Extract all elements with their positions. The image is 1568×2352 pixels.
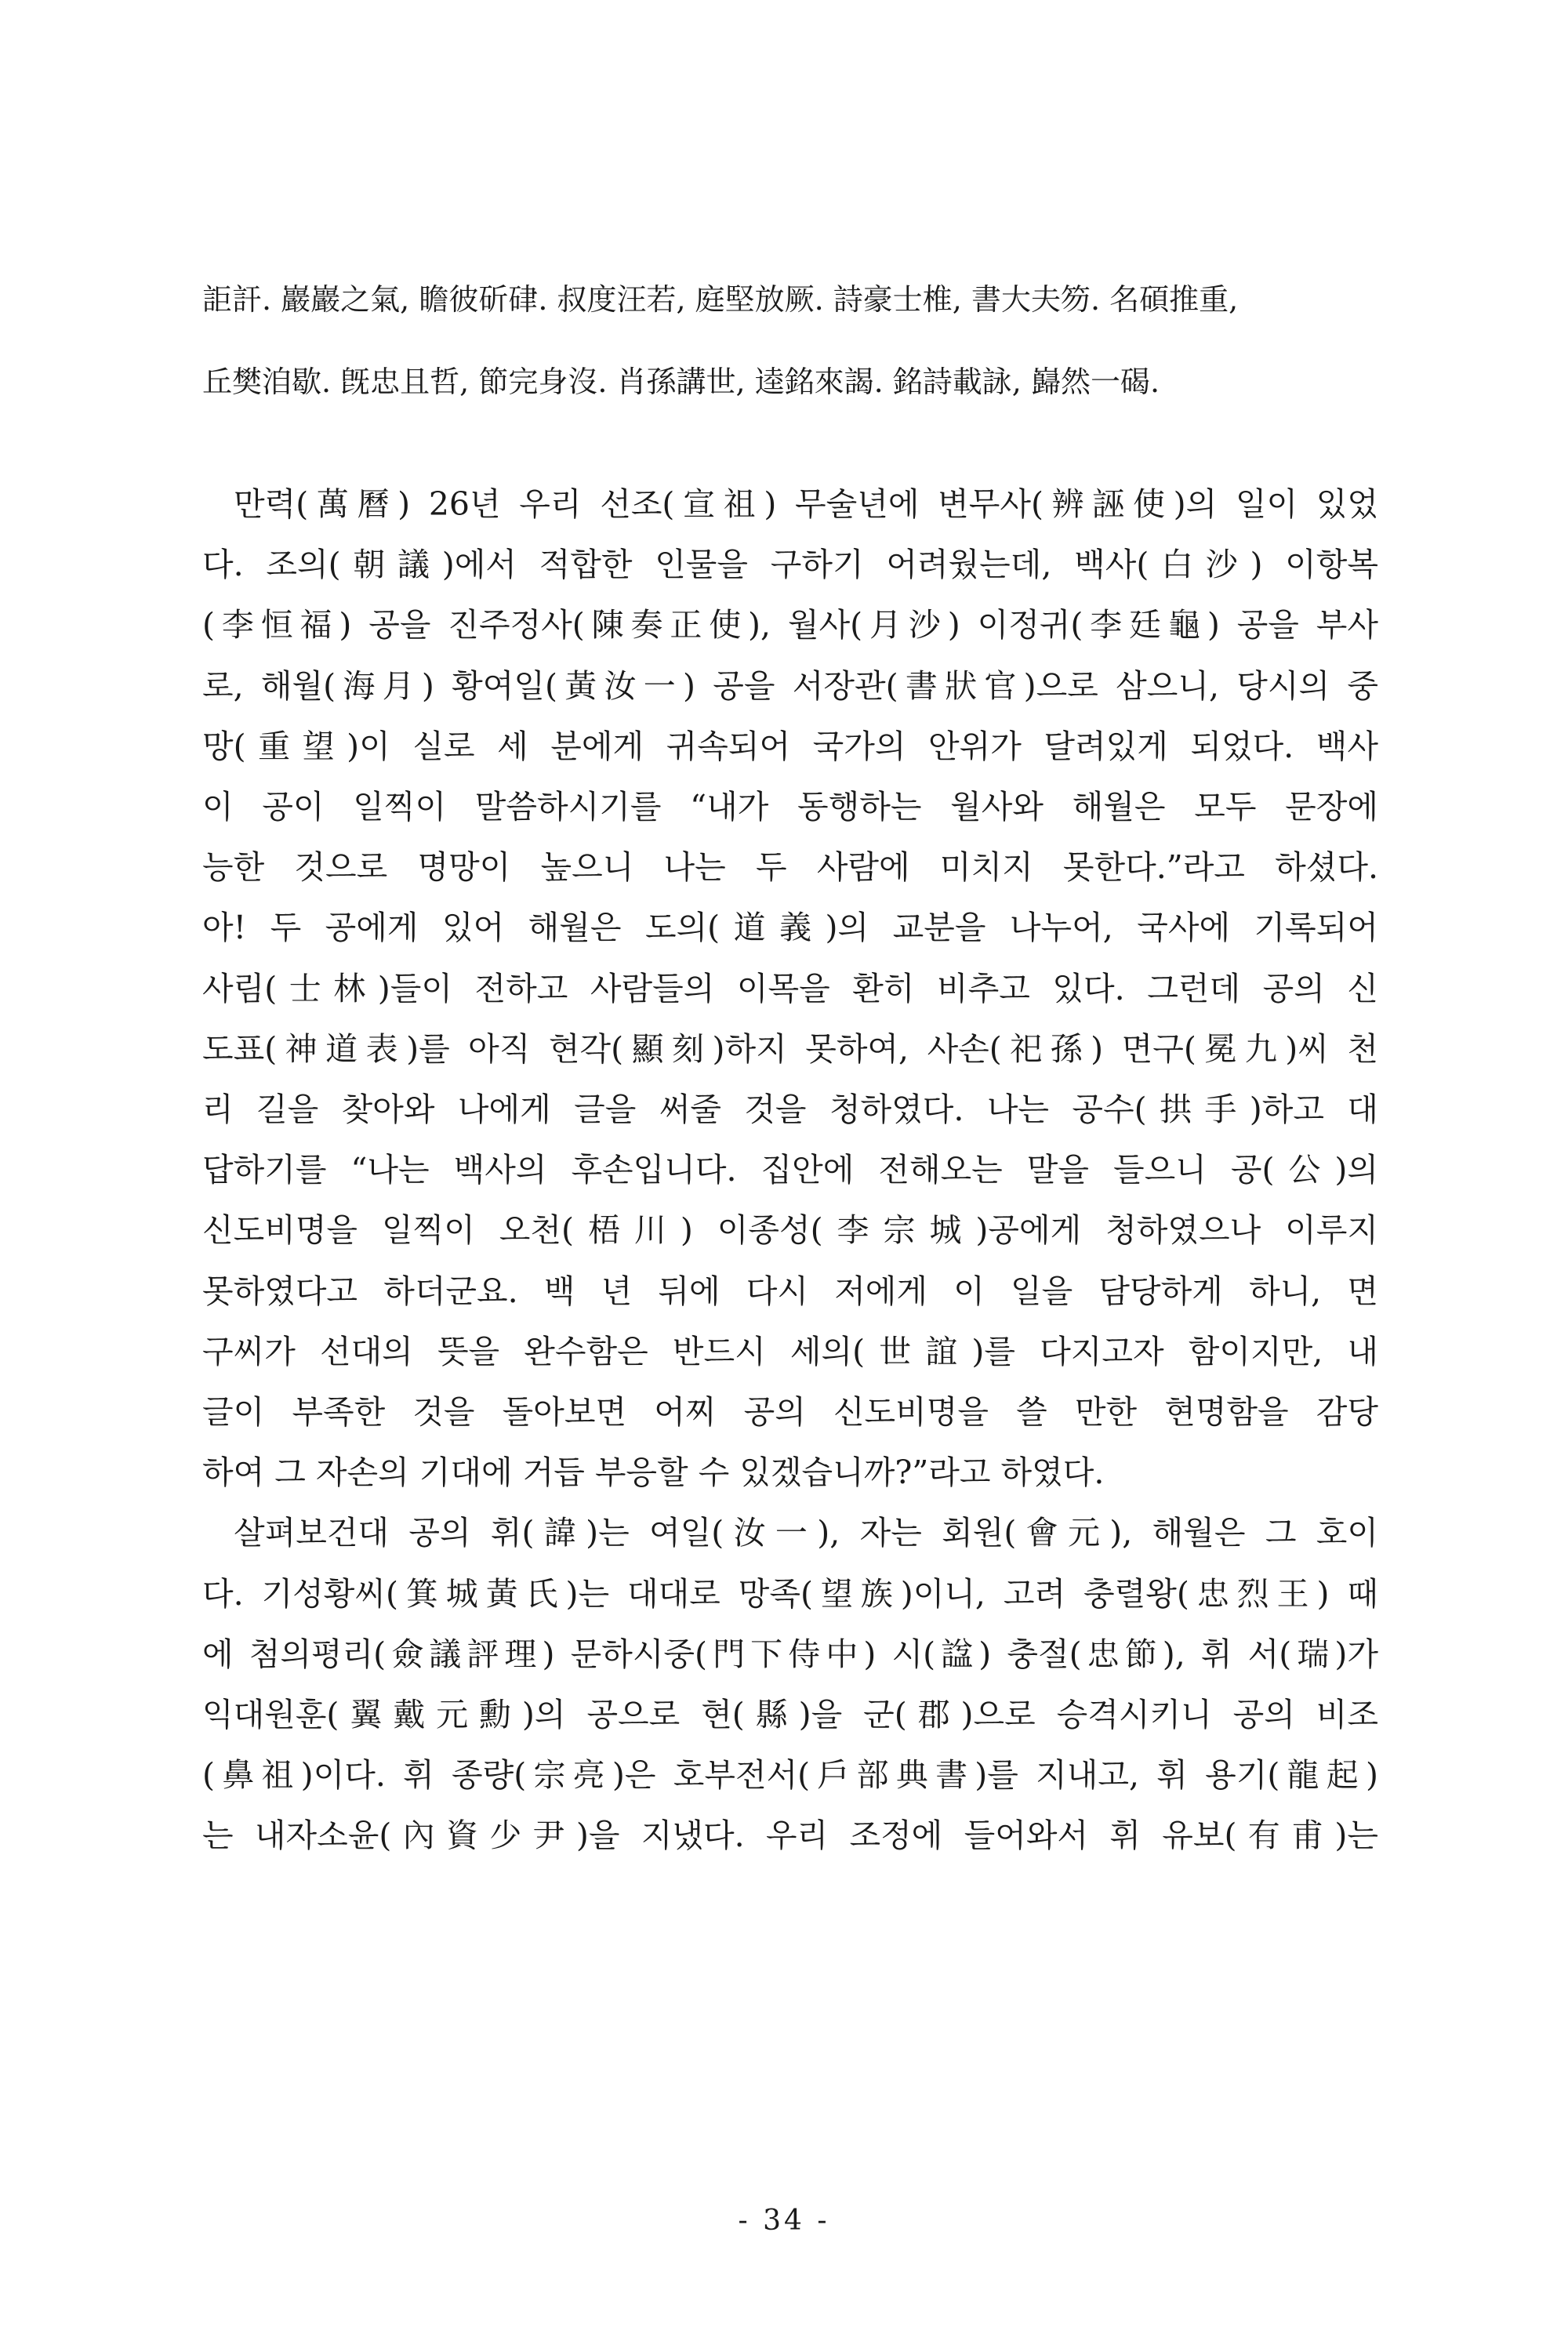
text-line: 글이 부족한 것을 돌아보면 어찌 공의 신도비명을 쓸 만한 현명함을 감당 [202,1393,1378,1432]
text-line: 못하였다고 하더군요. 백 년 뒤에 다시 저에게 이 일을 담당하게 하니, 면 [202,1272,1378,1310]
text-line: 살펴보건대 공의 휘(諱)는 여일(汝一), 자는 회원(會元), 해월은 그 호이 [234,1514,1378,1552]
page-number: - 34 - [738,2205,830,2237]
text-line: 만력(萬曆) 26년 우리 선조(宣祖) 무술년에 변무사(辨誣使)의 일이 있었 [234,485,1378,523]
text-line: 답하기를 “나는 백사의 후손입니다. 집안에 전해오는 말을 들으니 공(公)의 [202,1151,1378,1189]
text-line: 아! 두 공에게 있어 해월은 도의(道義)의 교분을 나누어, 국사에 기록되어 [202,909,1378,947]
text-line: 망(重望)이 실로 세 분에게 귀속되어 국가의 안위가 달려있게 되었다. 백사 [202,727,1378,765]
text-line: 신도비명을 일찍이 오천(梧川) 이종성(李宗城)공에게 청하였으나 이루지 [202,1211,1378,1250]
text-line: 능한 것으로 명망이 높으니 나는 두 사람에 미치지 못한다.”라고 하셨다. [202,848,1378,887]
text-line: 에 첨의평리(僉議評理) 문하시중(門下侍中) 시(諡) 충절(忠節), 휘 서(瑞)가 [202,1635,1378,1673]
text-line: (李恒福) 공을 진주정사(陳奏正使), 월사(月沙) 이정귀(李廷龜) 공을 부사 [202,606,1378,644]
text-line: 구씨가 선대의 뜻을 완수함은 반드시 세의(世誼)를 다지고자 함이지만, 내 [202,1332,1378,1370]
poem-line: 丘樊洎歇. 旣忠且哲, 節完身沒. 肖孫講世, 逵銘來謁. 銘詩載詠, 巋然一碣. [202,365,1160,399]
text-line: 는 내자소윤(內資少尹)을 지냈다. 우리 조정에 들어와서 휘 유보(有甫)는 [202,1817,1378,1855]
text-line: 리 길을 찾아와 나에게 글을 써줄 것을 청하였다. 나는 공수(拱手)하고 대 [202,1091,1378,1129]
text-line: 하여 그 자손의 기대에 거듭 부응할 수 있겠습니까?”라고 하였다. [202,1454,1105,1492]
inscription-poem [202,259,1378,423]
text-line: 익대원훈(翼戴元勳)의 공으로 현(縣)을 군(郡)으로 승격시키니 공의 비조 [202,1696,1378,1734]
text-line: 이 공이 일찍이 말씀하시기를 “내가 동행하는 월사와 해월은 모두 문장에 [202,788,1378,826]
translation-text [202,474,1378,1867]
text-line: 다. 기성황씨(箕城黃氏)는 대대로 망족(望族)이니, 고려 충렬왕(忠烈王) 때 [202,1574,1378,1613]
text-line: 로, 해월(海月) 황여일(黃汝一) 공을 서장관(書狀官)으로 삼으니, 당시의 중 [202,666,1378,705]
text-line: (鼻祖)이다. 휘 종량(宗亮)은 호부전서(戶部典書)를 지내고, 휘 용기(龍起) [202,1756,1378,1795]
text-line: 사림(士林)들이 전하고 사람들의 이목을 환히 비추고 있다. 그런데 공의 신 [202,969,1378,1007]
poem-line: 詎訐. 巖巖之氣, 瞻彼斫硉. 叔度汪若, 庭堅放厥. 詩豪士椎, 書大夫笏. 名碩推重, [202,282,1239,317]
text-line: 도표(神道表)를 아직 현각(顯刻)하지 못하여, 사손(祀孫) 면구(冕九)씨 천 [202,1029,1378,1068]
text-line: 다. 조의(朝議)에서 적합한 인물을 구하기 어려웠는데, 백사(白沙) 이항복 [202,546,1378,584]
